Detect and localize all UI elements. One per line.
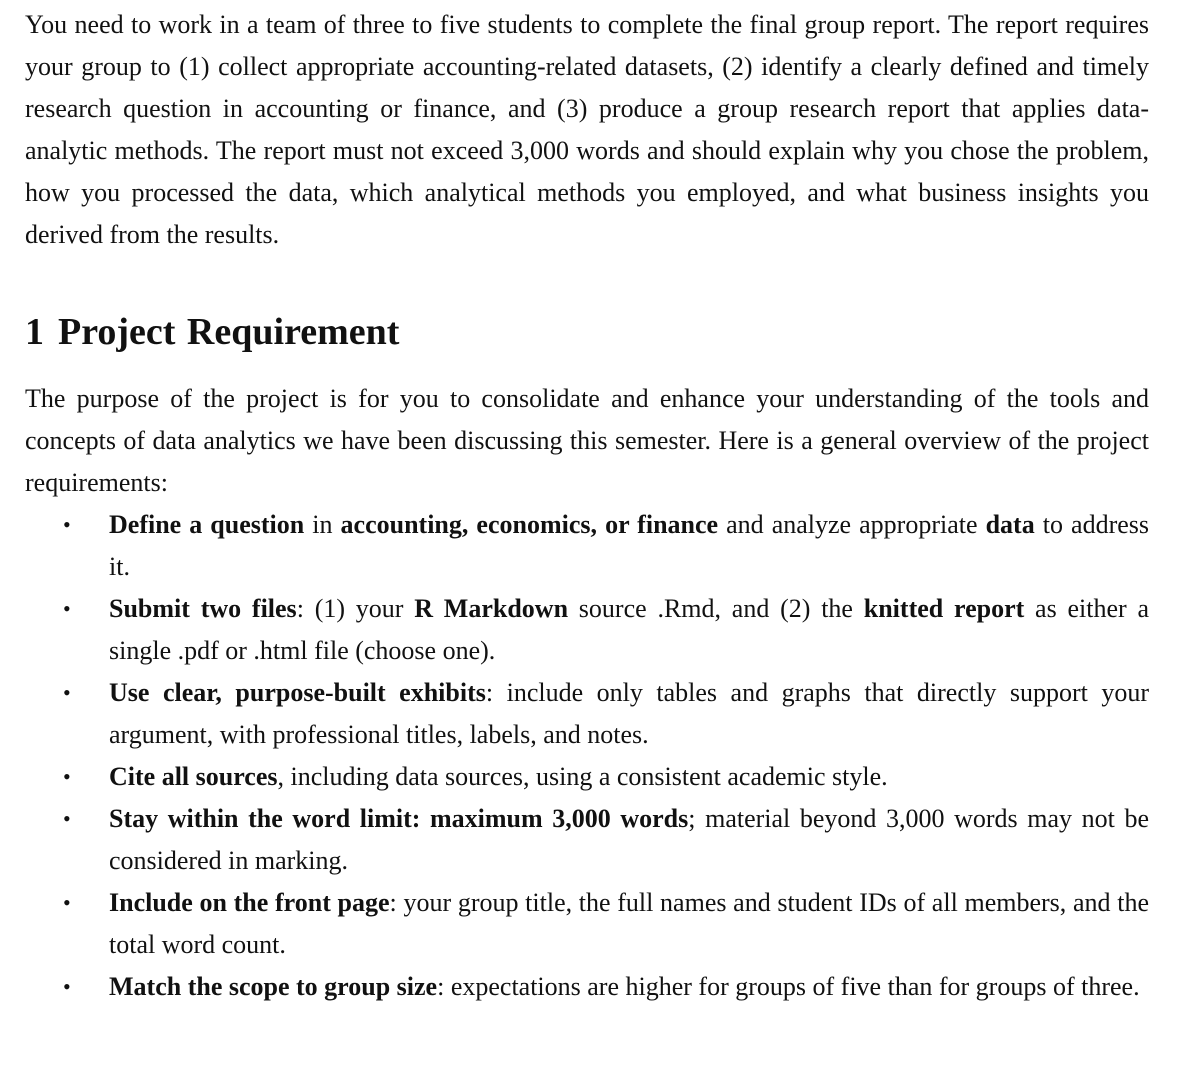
section-title: Project Requirement	[58, 311, 400, 353]
section-number: 1	[25, 311, 44, 353]
requirement-text: ; material beyond 3,000 words may not be considered in marking.	[109, 804, 1149, 875]
requirement-text: : include only tables and graphs that directly support your argument, with professional titles, labels, and notes.	[109, 678, 1149, 749]
requirement-text: and analyze appropriate	[718, 510, 986, 539]
bullet-icon: •	[63, 680, 71, 705]
requirement-text: : your group title, the full names and student IDs of all members, and the total word count.	[109, 888, 1149, 959]
requirement-item	[25, 504, 1149, 588]
purpose-paragraph: The purpose of the project is for you to consolidate and enhance your understanding of the tools and concepts of data analytics we have been discussing this semester. Here is a general overview of the project requirements:	[25, 384, 1149, 497]
bullet-icon: •	[63, 890, 71, 915]
requirement-bold: Use clear, purpose-built exhibits	[109, 678, 486, 707]
requirement-text: in	[304, 510, 341, 539]
intro-paragraph: You need to work in a team of three to five students to complete the final group report. The report requires your group to (1) collect appropriate accounting-related datasets, (2) identify a clearly defined and timely research question in accounting or finance, and (3) produce a group research report that applies data-analytic methods. The report must not exceed 3,000 words and should explain why you chose the problem, how you processed the data, which analytical methods you employed, and what business insights you derived from the results.	[25, 10, 1149, 249]
requirement-text: : expectations are higher for groups of five than for groups of three.	[437, 972, 1140, 1001]
bullet-icon: •	[63, 764, 71, 789]
requirement-text: : (1) your	[296, 594, 415, 623]
bullet-icon: •	[63, 974, 71, 999]
bullet-icon: •	[63, 806, 71, 831]
requirement-bold: data	[985, 510, 1035, 539]
requirement-bold: R Markdown	[414, 594, 569, 623]
requirement-item	[25, 966, 1149, 1008]
requirement-text: as either a single .pdf or .html file (choose one).	[109, 594, 1150, 665]
requirement-text: source .Rmd, and (2) the	[568, 594, 864, 623]
section-heading	[25, 309, 1149, 355]
bullet-icon: •	[63, 512, 71, 537]
requirement-bold: knitted report	[863, 594, 1025, 623]
requirement-bold: Define a question	[109, 510, 305, 539]
requirement-item	[25, 756, 1149, 798]
requirement-bold: Cite all sources	[109, 762, 278, 791]
document-page	[25, 0, 1149, 1008]
requirement-bold: Submit two files	[109, 594, 297, 623]
requirement-bold: Include on the front page	[109, 888, 390, 917]
requirement-item	[25, 882, 1149, 966]
requirement-item	[25, 672, 1149, 756]
bullet-icon: •	[63, 596, 71, 621]
requirement-bold: accounting, economics, or finance	[340, 510, 719, 539]
requirement-text: to address it.	[109, 510, 1149, 581]
requirement-item	[25, 798, 1149, 882]
requirement-text: , including data sources, using a consistent academic style.	[277, 762, 888, 791]
requirement-item	[25, 588, 1149, 672]
requirements-list	[25, 504, 1149, 1008]
requirement-bold: Stay within the word limit: maximum 3,000 words	[109, 804, 689, 833]
requirement-bold: Match the scope to group size	[109, 972, 438, 1001]
